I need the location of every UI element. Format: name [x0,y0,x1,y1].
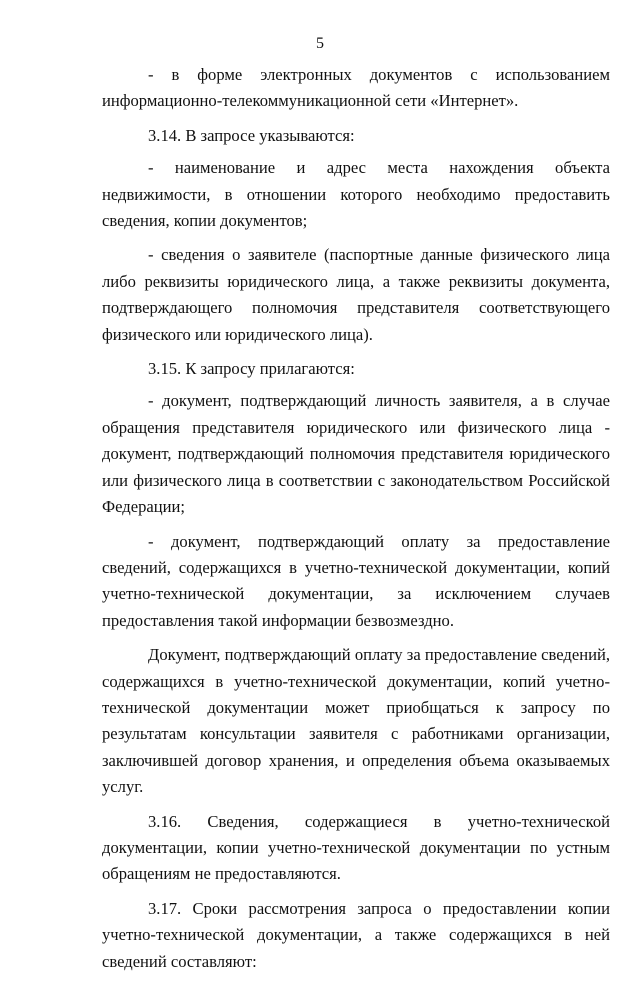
document-body [102,62,610,983]
paragraph-3-14-heading: 3.14. В запросе указываются: [148,125,355,145]
paragraph-3-17: 3.17. Сроки рассмотрения запроса о предоставлении копии учетно-технической документации, а также содержащихся в ней сведений составляют: [102,898,610,971]
paragraph-3-16: 3.16. Сведения, содержащиеся в учетно-технической документации, копии учетно-технической документации по устным обращениям не предоставляются. [102,811,610,884]
paragraph-identity-document: - документ, подтверждающий личность заявителя, а в случае обращения представителя юридического или физического лица - документ, подтверждающий полномочия представителя юридического или физического лица в соответствии с законодательством Российской Федерации; [102,391,610,517]
paragraph-object-address: - наименование и адрес места нахождения объекта недвижимости, в отношении которого необходимо предоставить сведения, копии документов; [102,158,610,231]
page-number: 5 [316,35,324,52]
paragraph-applicant-info: - сведения о заявителе (паспортные данные физического лица либо реквизиты юридического лица, а также реквизиты документа, подтверждающего полномочия представителя соответствующего физического или юридического лица). [102,245,610,344]
paragraph-payment-consultation: Документ, подтверждающий оплату за предоставление сведений, содержащихся в учетно-технической документации, копий учетно-технической документации может приобщаться к запросу по результатам консультации заявителя с работниками организации, заключившей договор хранения, и определения объема оказываемых услуг. [102,645,610,797]
paragraph-payment-document: - документ, подтверждающий оплату за предоставление сведений, содержащихся в учетно-технической документации, копий учетно-технической документации, за исключением случаев предоставления такой информации безвозмездно. [102,531,610,630]
paragraph-3-15-heading: 3.15. К запросу прилагаются: [148,359,355,379]
paragraph-electronic-form: - в форме электронных документов с использованием информационно-телекоммуникационной сети «Интернет». [102,65,610,111]
